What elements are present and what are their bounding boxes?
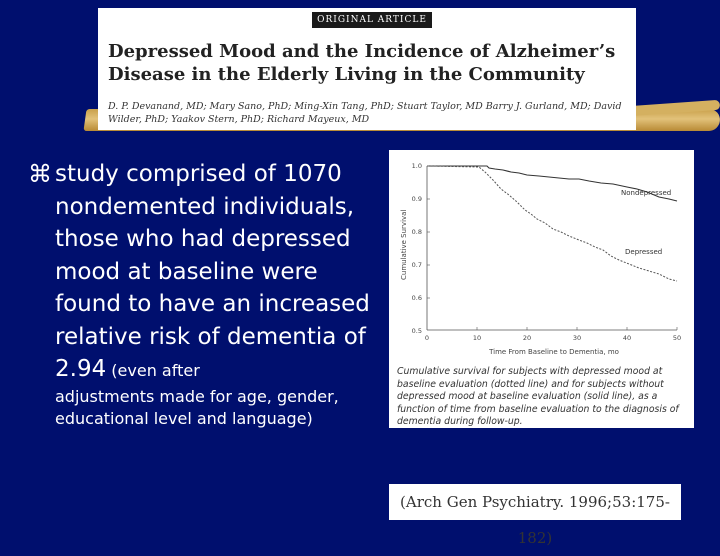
- y-tick-label: 0.5: [411, 327, 422, 335]
- z-bullet-icon: ⌘: [28, 160, 52, 188]
- bullet-text: [55, 158, 378, 388]
- series-label-nondepressed: Nondepressed: [621, 189, 672, 197]
- x-axis-label: Time From Baseline to Dementia, mo: [489, 348, 619, 356]
- article-authors: D. P. Devanand, MD; Mary Sano, PhD; Ming-Xin Tang, PhD; Stuart Taylor, MD Barry J. Gurland, MD; David Wilder, PhD; Yaakov Stern, PhD; Richard Mayeux, MD: [108, 101, 622, 125]
- article-type-badge: ORIGINAL ARTICLE: [312, 12, 432, 28]
- survival-plot: [389, 150, 694, 362]
- y-tick-label: 1.0: [411, 162, 422, 170]
- bullet-main-text: study comprised of 1070 nondemented individuals, those who had depressed mood at baseline were found to have an increased relative risk of dementia of 2.94: [55, 161, 370, 382]
- depressed-curve: [427, 166, 677, 281]
- x-tick-label: 0: [424, 334, 430, 342]
- article-title: Depressed Mood and the Incidence of Alzheimer’s Disease in the Elderly Living in the Community: [108, 41, 616, 85]
- y-tick-label: 0.9: [411, 195, 422, 203]
- y-tick-label: 0.8: [411, 228, 422, 236]
- y-tick-label: 0.6: [411, 294, 422, 302]
- series-label-depressed: Depressed: [625, 248, 663, 256]
- bullet-small-text: (even after: [106, 361, 200, 380]
- figure-caption: Cumulative survival for subjects with depressed mood at baseline evaluation (dotted line) and for subjects without depressed mood at baseline evaluation (solid line), as a function of time from baseline evaluation to the diagnosis of dementia during follow-up.: [397, 366, 679, 427]
- bullet-note: adjustments made for age, gender, educational level and language): [55, 386, 339, 428]
- citation: (Arch Gen Psychiatry. 1996;53:175-182): [389, 484, 681, 520]
- y-axis-label: Cumulative Survival: [400, 209, 408, 280]
- survival-figure: [389, 150, 694, 428]
- x-tick-label: 20: [522, 334, 532, 342]
- x-tick-label: 10: [472, 334, 482, 342]
- bullet-point: [28, 158, 378, 430]
- x-tick-label: 50: [672, 334, 682, 342]
- x-tick-label: 30: [572, 334, 582, 342]
- x-tick-label: 40: [622, 334, 632, 342]
- y-tick-label: 0.7: [411, 261, 422, 269]
- article-header-image: [98, 8, 636, 130]
